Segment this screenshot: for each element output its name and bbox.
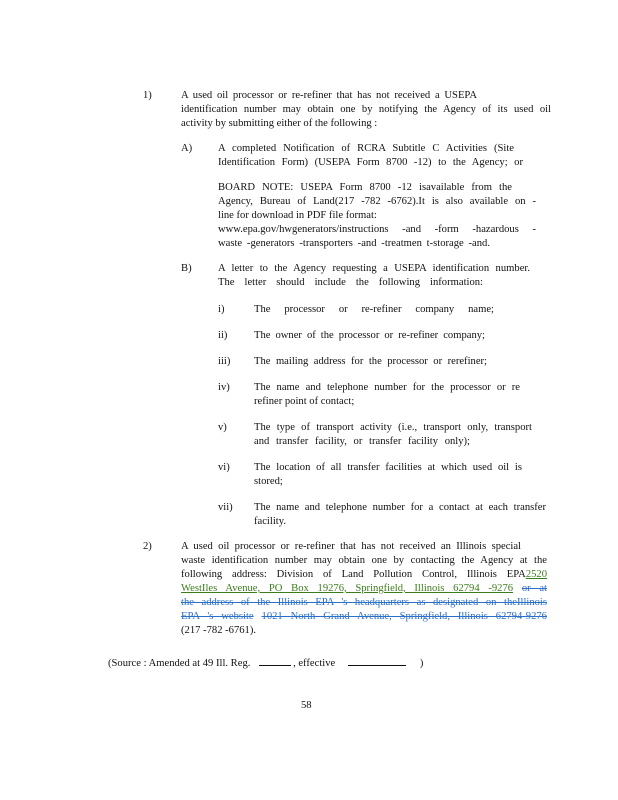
list-item [254, 355, 487, 369]
list-item-line: facility. [254, 516, 286, 527]
date-blank [348, 655, 406, 666]
item-1a-line: A completed Notification of RCRA Subtitle C Activities (Site [218, 143, 514, 154]
list-item-marker: vii) [218, 502, 233, 513]
list-item [254, 501, 546, 529]
reg-blank [259, 655, 291, 666]
source-note [108, 655, 423, 671]
list-item-line: and transfer facility, or transfer facility only); [254, 436, 470, 447]
board-note [218, 181, 536, 251]
board-note-line: www.epa.gov/hwgenerators/instructions -and -form -hazardous - [218, 224, 536, 235]
deleted-text: the address of the Illinois EPA 's headquarters as designated on theIllinois [181, 597, 547, 608]
list-item-marker: iv) [218, 382, 230, 393]
deleted-text: EPA 's website [181, 611, 254, 622]
item-1-line: activity by submitting either of the following : [181, 118, 378, 129]
item-2-line [181, 582, 547, 596]
list-item-line: The mailing address for the processor or rerefiner; [254, 356, 487, 367]
item-1b-line: The letter should include the following information: [218, 277, 483, 288]
item-2-line [181, 596, 547, 610]
board-note-line: BOARD NOTE: USEPA Form 8700 -12 isavailable from the [218, 182, 512, 193]
board-note-line: Agency, Bureau of Land(217 -782 -6762).It is also available on - [218, 196, 536, 207]
item-2-marker: 2) [143, 541, 152, 552]
item-1b-line: A letter to the Agency requesting a USEPA identification number. [218, 263, 530, 274]
list-item-marker: ii) [218, 330, 228, 341]
board-note-line: waste -generators -transporters -and -treatmen t-storage -and. [218, 238, 490, 249]
item-2-address-text: following address: Division of Land Pollution Control, Illinois EPA [181, 569, 526, 580]
page-number: 58 [301, 700, 312, 711]
inserted-text: WestIles Avenue, PO Box 19276, Springfield, Illinois 62794 -9276 [181, 583, 514, 594]
board-note-line: line for download in PDF file format: [218, 210, 377, 221]
list-item [254, 303, 494, 317]
item-2-line [181, 610, 547, 624]
deleted-text: 1021 North Grand Avenue, Springfield, Illinois 62794-9276 [261, 611, 547, 622]
item-1-line: identification number may obtain one by notifying the Agency of its used oil [181, 104, 551, 115]
item-1b-text [218, 262, 530, 290]
list-item [254, 381, 520, 409]
list-item-line: stored; [254, 476, 283, 487]
list-item-line: The processor or re-refiner company name; [254, 304, 494, 315]
item-2-text [181, 540, 547, 638]
item-1-text [181, 89, 551, 131]
source-suffix: ) [419, 658, 424, 669]
list-item-marker: iii) [218, 356, 231, 367]
list-item-line: The name and telephone number for the processor or re [254, 382, 520, 393]
inserted-text: 2520 [525, 569, 547, 580]
deleted-text: or at [521, 583, 548, 594]
item-2-line: (217 -782 -6761). [181, 625, 257, 636]
list-item-marker: v) [218, 422, 227, 433]
item-1-marker: 1) [143, 90, 152, 101]
item-1a-marker: A) [181, 143, 193, 154]
source-middle: , effective [293, 658, 336, 669]
item-1b-marker: B) [181, 263, 192, 274]
item-2-line: A used oil processor or re-refiner that has not received an Illinois special [181, 541, 521, 552]
item-2-line: waste identification number may obtain one by contacting the Agency at the [181, 555, 547, 566]
list-item [254, 329, 485, 343]
list-item-line: refiner point of contact; [254, 396, 355, 407]
source-prefix: (Source : Amended at 49 Ill. Reg. [108, 658, 251, 669]
list-item-line: The location of all transfer facilities at which used oil is [254, 462, 522, 473]
list-item-line: The owner of the processor or re-refiner company; [254, 330, 485, 341]
list-item-marker: vi) [218, 462, 230, 473]
item-2-line [181, 568, 547, 582]
item-1a-line: Identification Form) (USEPA Form 8700 -12) to the Agency; or [218, 157, 523, 168]
list-item-marker: i) [218, 304, 225, 315]
list-item [254, 421, 532, 449]
item-1-line: A used oil processor or re-refiner that has not received a USEPA [181, 90, 477, 101]
item-1a-text [218, 142, 523, 170]
list-item-line: The name and telephone number for a contact at each transfer [254, 502, 546, 513]
list-item [254, 461, 522, 489]
list-item-line: The type of transport activity (i.e., transport only, transport [254, 422, 532, 433]
